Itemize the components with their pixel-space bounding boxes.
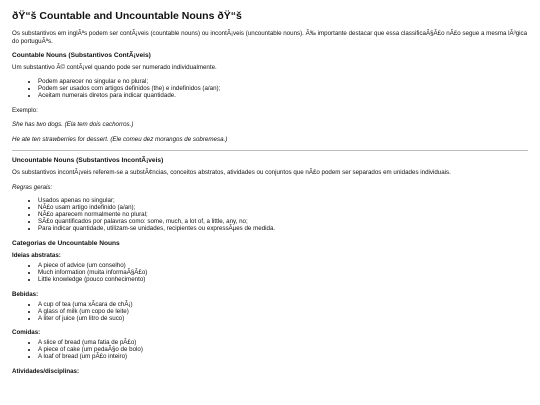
list-item: • NÃ£o aparecem normalmente no plural; — [38, 212, 528, 219]
list-item: • A piece of cake (um pedaÃ§o de bolo) — [38, 347, 528, 354]
uncountable-rules-list — [12, 198, 528, 233]
list-item: • Usados apenas no singular; — [38, 198, 528, 205]
list-item: • A liter of juice (um litro de suco) — [38, 316, 528, 323]
category-heading: Atividades/disciplinas: — [12, 368, 80, 376]
list-item: • NÃ£o usam artigo indefinido (a/an); — [38, 205, 528, 212]
uncountable-definition: Os substantivos incontÃ¡veis referem-se a substÃ¢ncias, conceitos abstratos, atividades ou conjuntos que nÃ£o podem ser separados em unidades individuais. — [12, 169, 451, 177]
list-item: • A glass of milk (um copo de leite) — [38, 309, 528, 316]
list-item: • A cup of tea (uma xÃcara de chÃ¡) — [38, 302, 528, 309]
category-heading: Bebidas: — [12, 290, 39, 298]
example-sentence: She has two dogs. (Ela tem dois cachorros.) — [12, 121, 134, 129]
list-item: • Aceitam numerais diretos para indicar quantidade. — [38, 93, 528, 100]
categories-heading: Categorias de Uncountable Nouns — [12, 240, 120, 247]
section-divider — [12, 150, 528, 151]
list-item: • Little knowledge (pouco conhecimento) — [38, 277, 528, 284]
list-item: • A piece of advice (um conselho) — [38, 263, 528, 270]
example-sentence: He ate ten strawberries for dessert. (Ele comeu dez morangos de sobremesa.) — [12, 135, 228, 143]
category-list — [12, 340, 528, 361]
category-list — [12, 302, 528, 323]
page-title: ðŸ“š Countable and Uncountable Nouns ðŸ“š — [12, 10, 242, 22]
list-item: • SÃ£o quantificados por palavras como: some, much, a lot of, a little, any, no; — [38, 219, 528, 226]
list-item: • A slice of bread (uma fatia de pÃ£o) — [38, 340, 528, 347]
category-heading: Ideias abstratas: — [12, 252, 61, 259]
uncountable-heading: Uncountable Nouns (Substantivos IncontÃ¡veis) — [12, 157, 164, 165]
countable-definition: Um substantivo Ã© contÃ¡vel quando pode ser numerado individualmente. — [12, 64, 217, 72]
rules-label: Regras gerais: — [12, 183, 53, 191]
category-list — [12, 263, 528, 284]
example-label: Exemplo: — [12, 106, 38, 114]
list-item: • Para indicar quantidade, utilizam-se unidades, recipientes ou expressÃµes de medida. — [38, 226, 528, 233]
list-item: • Podem aparecer no singular e no plural; — [38, 79, 528, 86]
countable-rules-list — [12, 79, 528, 100]
list-item: • Podem ser usados com artigos definidos (the) e indefinidos (a/an); — [38, 86, 528, 93]
intro-paragraph: Os substantivos em inglÃªs podem ser contÃ¡veis (countable nouns) ou incontÃ¡veis (uncountable nouns). Ã‰ importante destacar que essa classificaÃ§Ã£o nÃ£o segue a mesma lÃ³gica do portuguÃªs. — [12, 30, 528, 45]
countable-heading: Countable Nouns (Substantivos ContÃ¡veis) — [12, 52, 151, 60]
category-heading: Comidas: — [12, 329, 41, 337]
list-item: • Much information (muita informaÃ§Ã£o) — [38, 270, 528, 277]
list-item: • A loaf of bread (um pÃ£o inteiro) — [38, 354, 528, 361]
